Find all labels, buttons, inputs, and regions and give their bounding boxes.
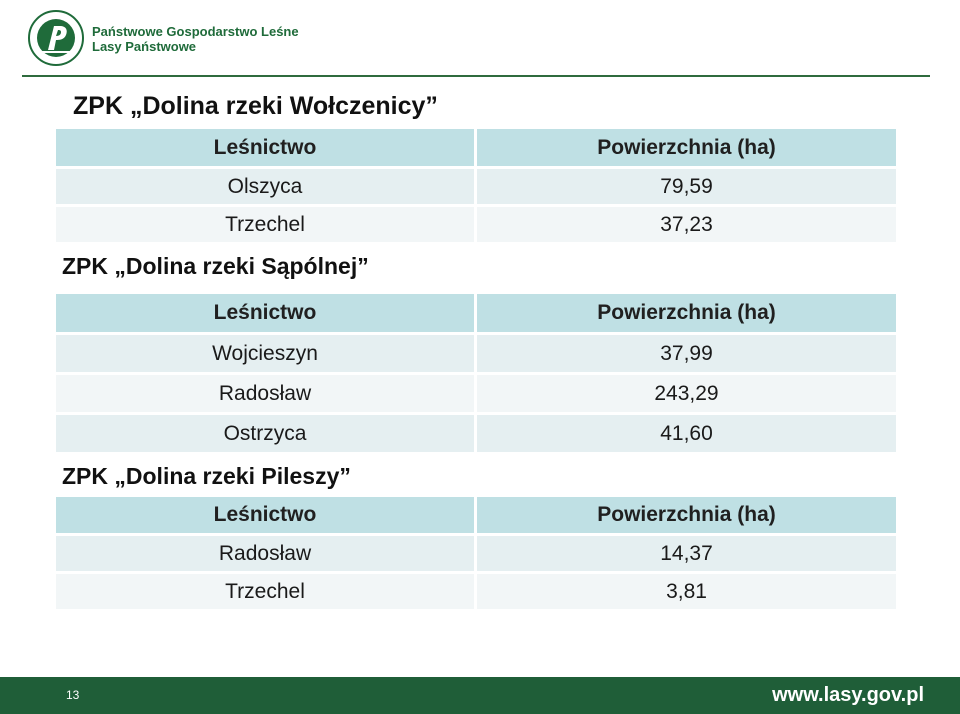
section-title-sapolna: ZPK „Dolina rzeki Sąpólnej” bbox=[62, 253, 369, 279]
cell-powierzchnia: 243,29 bbox=[477, 375, 896, 412]
table-pilesza bbox=[53, 494, 899, 612]
cell-powierzchnia: 37,23 bbox=[477, 207, 896, 242]
column-header-powierzchnia: Powierzchnia (ha) bbox=[477, 129, 896, 166]
lasy-panstwowe-logo-icon bbox=[28, 10, 84, 66]
cell-lesnictwo: Wojcieszyn bbox=[56, 335, 474, 372]
table-header-row bbox=[56, 294, 896, 332]
section-title-wolczenica: ZPK „Dolina rzeki Wołczenicy” bbox=[73, 92, 438, 120]
table-row bbox=[56, 536, 896, 571]
org-line-1: Państwowe Gospodarstwo Leśne bbox=[92, 24, 299, 39]
header-divider bbox=[22, 75, 930, 77]
cell-powierzchnia: 14,37 bbox=[477, 536, 896, 571]
cell-lesnictwo: Olszyca bbox=[56, 169, 474, 204]
cell-lesnictwo: Radosław bbox=[56, 375, 474, 412]
organization-name bbox=[92, 24, 299, 54]
org-line-2: Lasy Państwowe bbox=[92, 39, 197, 54]
table-sapolna bbox=[53, 291, 899, 455]
cell-lesnictwo: Trzechel bbox=[56, 574, 474, 609]
page-number: 13 bbox=[66, 688, 80, 702]
cell-powierzchnia: 79,59 bbox=[477, 169, 896, 204]
table-row bbox=[56, 207, 896, 242]
cell-powierzchnia: 3,81 bbox=[477, 574, 896, 609]
cell-lesnictwo: Radosław bbox=[56, 536, 474, 571]
table-row bbox=[56, 375, 896, 412]
table-row bbox=[56, 335, 896, 372]
cell-powierzchnia: 41,60 bbox=[477, 415, 896, 452]
cell-lesnictwo: Trzechel bbox=[56, 207, 474, 242]
column-header-lesnictwo: Leśnictwo bbox=[56, 497, 474, 533]
table-row bbox=[56, 415, 896, 452]
section-title-pilesza: ZPK „Dolina rzeki Pileszy” bbox=[62, 463, 351, 489]
cell-powierzchnia: 37,99 bbox=[477, 335, 896, 372]
table-header-row bbox=[56, 129, 896, 166]
table-wolczenica bbox=[53, 126, 899, 245]
column-header-powierzchnia: Powierzchnia (ha) bbox=[477, 294, 896, 332]
slide-footer bbox=[0, 677, 960, 714]
table-header-row bbox=[56, 497, 896, 533]
table-row bbox=[56, 169, 896, 204]
column-header-powierzchnia: Powierzchnia (ha) bbox=[477, 497, 896, 533]
cell-lesnictwo: Ostrzyca bbox=[56, 415, 474, 452]
table-row bbox=[56, 574, 896, 609]
column-header-lesnictwo: Leśnictwo bbox=[56, 129, 474, 166]
column-header-lesnictwo: Leśnictwo bbox=[56, 294, 474, 332]
footer-url[interactable]: www.lasy.gov.pl bbox=[772, 684, 924, 706]
slide-header bbox=[0, 0, 960, 78]
